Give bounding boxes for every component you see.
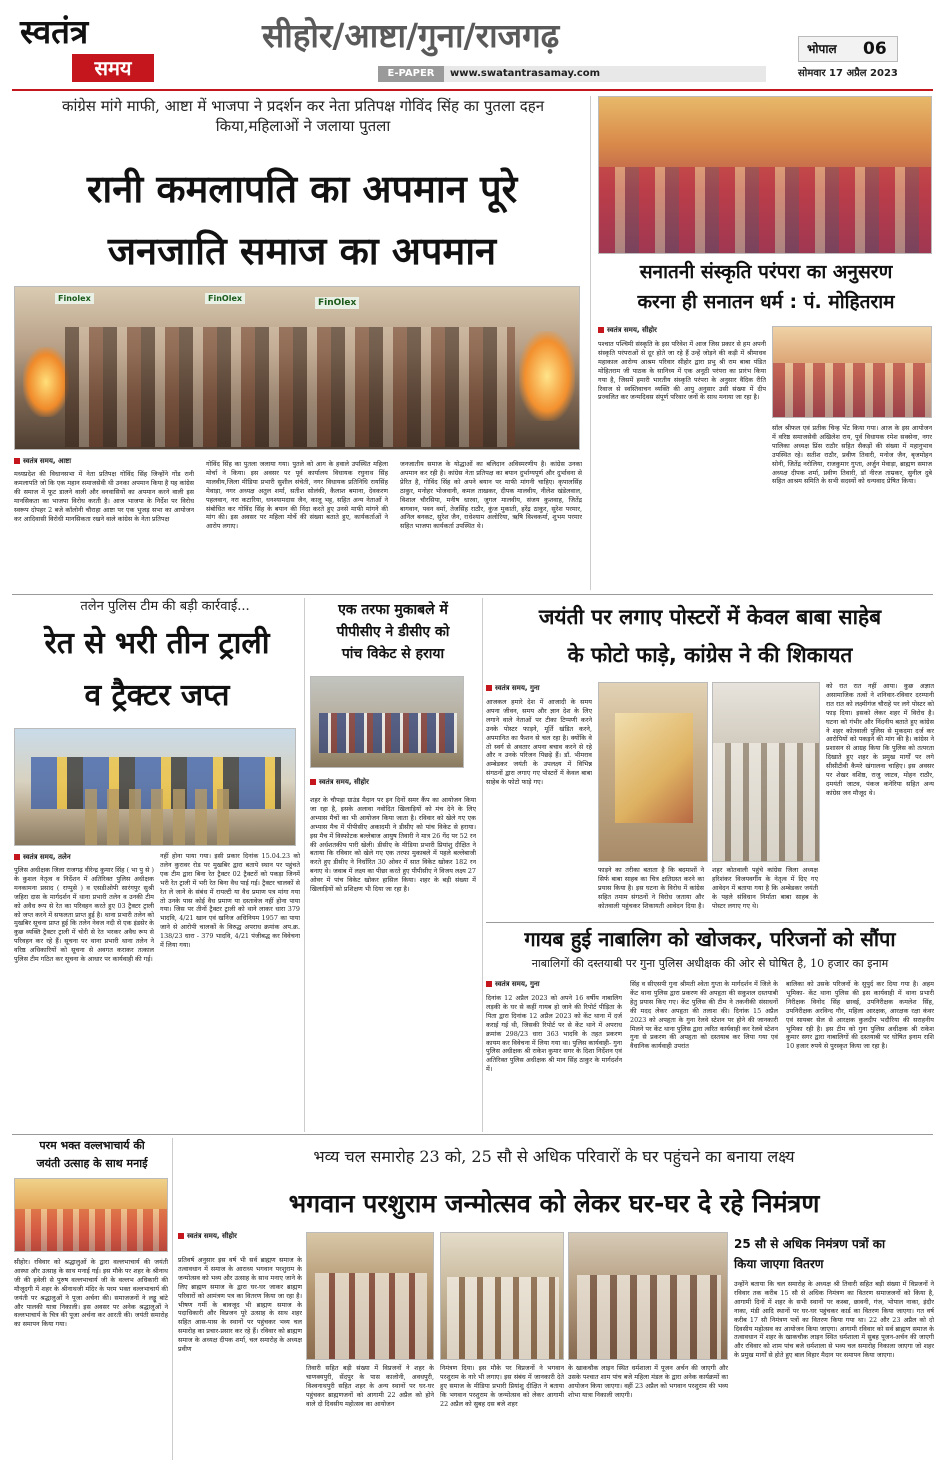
sanatan-headline-2: करना ही सनातन धर्म : पं. मोहितराम [637,291,895,313]
sand-byline-text: स्वतंत्र समय, तलेन [23,853,71,861]
photo-sign: Finolex [55,293,94,304]
sand-tractor-photo [14,728,296,846]
parshuram-col-4: के खाकचौक लाइन स्थित धर्मशाला में पूजन अर्चन की जाएगी और उसके पश्चात शाम पांच बजे महिला मंडल के द्वारा अनेक कार्यक्रमों का आयोजन किया जाएगा। वहीं 23 अप्रैल को भगवान परशुराम की भव्य शोभा यात्रा निकाली जाएगी। [568,1364,728,1399]
vallabh-photo [14,1178,168,1252]
missing-col-2: सिंह व सीएसपी गुना श्रीमती श्वेता गुप्ता के मार्गदर्शन में जिले के केंट थाना पुलिस द्वारा प्रकरण की अपहृता की सकुशल दस्तयाबी हेतु प्रयास किए गए। केंट पुलिस की टीम ने तकनीकी संसाधनों की मदद लेकर अपहृता की तलाश की। दिनांक 15 अप्रैल 2023 को अपहृता के गुना रेलवे स्टेशन पर होने की जानकारी मिलने पर केंट थाना पुलिस द्वारा त्वरित कार्यवाही कर रेलवे स्टेशन गुना से प्रकरण की अपहृता को दस्तयाब कर लिया गया एवं वैधानिक कार्यवाही उपरांत [630,980,778,1051]
edition-title: सीहोर/आष्टा/गुना/राजगढ़ [262,16,560,55]
section-divider [12,1134,933,1135]
poster-torn-photo [598,682,708,862]
column-divider [304,598,305,1132]
parshuram-col-1: प्रतिवर्ष अनुसार इस वर्ष भी सर्व ब्राह्मण समाज के तत्वावधान में समाज के आराध्य भगवान परशुराम के जन्मोत्सव को भव्य और उत्साह के साथ मनाए जाने के लिए ब्राह्मण समाज के द्वारा घर-घर जाकर ब्राह्मण परिवारों को आमंत्रण पत्र का वितरण किया जा रहा है। भीषण गर्मी के बावजूद भी ब्राह्मण समाज के पदाधिकारी और विप्रजन पूरे उत्साह के साथ शहर सहित आस-पास के स्थानों पर पहुंचकर भव्य चल समारोह का प्रचार-प्रसार कर रहे हैं। रविवार को ब्राह्मण समाज के अध्यक्ष दीपक शर्मा, चल समारोह के अध्यक्ष प्रवीण [178,1256,302,1354]
sanatan-top-photo [598,96,932,254]
cricket-headline-2: पीपीसीए ने डीसीए को [336,624,450,640]
photo-crowd [65,327,515,447]
parshuram-side-head-2: किया जाएगा वितरण [734,1257,824,1271]
logo-top-text: स्वतंत्र [20,12,89,51]
sand-byline [14,853,71,862]
parshuram-col-3: निमंत्रण दिया। इस मौके पर विप्रजनों ने भगवान परशुराम के नारे भी लगाए। इस संबंध में जानकारी देते हुए समाज के मीडिया प्रभारी प्रियांशु दीक्षित ने बताया कि भगवान परशुराम के जन्मोत्सव को लेकर आगामी 22 अप्रैल को सुबह दस बजे शहर [440,1364,564,1408]
poster-byline [486,684,540,693]
sanatan-headline-1: सनातनी संस्कृति परंपरा का अनुसरण [639,261,893,283]
photo-crowd [599,167,932,254]
missing-byline-text: स्वतंत्र समय, गुना [495,980,540,988]
photo-crowd [713,743,820,862]
photo-people [447,1277,559,1360]
section-divider [12,594,933,595]
rani-kicker: कांग्रेस मांगे माफी, आष्टा में भाजपा ने प्रदर्शन कर नेता प्रतिपक्ष गोविंद सिंह का पुतला दहन किया,महिलाओं ने जलाया पुतला [61,97,545,135]
parshuram-byline-text: स्वतंत्र समय, सीहोर [187,1232,237,1240]
parshuram-headline: भगवान परशुराम जन्मोत्सव को लेकर घर-घर दे रहे निमंत्रण [288,1189,820,1218]
section-divider [486,922,934,923]
sand-headline-1: रेत से भरी तीन ट्राली [44,626,270,661]
parshuram-byline [178,1232,237,1241]
rani-protest-photo [14,286,580,450]
cricket-byline-text: स्वतंत्र समय, सीहोर [319,778,369,786]
rani-byline [14,457,71,466]
rani-byline-text: स्वतंत्र समय, आष्टा [23,457,72,465]
parshuram-photo-1 [306,1232,434,1360]
logo-bottom-box [72,54,154,82]
photo-crowd [15,1209,168,1252]
photo-crowd [773,363,932,418]
missing-byline [486,980,540,989]
parshuram-kicker: भव्य चल समारोह 23 को, 25 सौ से अधिक परिवारों के घर पहुंचने का बनाया लक्ष्य [313,1147,795,1166]
vallabh-headline-1: परम भक्त वल्लभाचार्य की [39,1139,145,1152]
photo-fire [519,331,575,421]
rani-headline-2: जनजाति समाज का अपमान [107,229,497,273]
rani-col-3: जनजातीय समाज के योद्धाओं का बलिदान अविस्मरणीय है। कांग्रेस उनका अपमान कर रही है। कांग्रेस नेता प्रतिपक्ष का बयान दुर्भाग्यपूर्ण और दुर्भावना से प्रेरित है, गोविंद सिंह को अपने बयान पर माफी मांगनी चाहिए। कृपालसिंह ठाकुर, मनोहर भोजवानी, कमल ताखकर, दीपक मालवीय, नीलेश खंडेलवाल, विशाल चौरसिया, मनीष धारवा, जुगल मालवीय, संजय कुशवाह, जितेंद्र बागवान, पवन वर्मा, तेजसिंह राठौर, कुंज मुकाती, हरेंद्र ठाकुर, सुरेश परमार, अनिल बनकट, सुरेश जैन, राधेश्याम अलोरिया, ऋषि विश्वकर्मा, शुभम परमार सहित भाजपा कार्यकर्ता उपस्थित थे। [400,460,582,531]
page-info [798,36,898,62]
photo-sign: FinOlex [315,297,359,309]
column-divider [590,96,591,590]
logo-bottom-text: समय [94,56,132,80]
missing-col-3: बालिका को उसके परिजनों के सुपुर्द कर दिया गया है। अहम भूमिका- केंट थाना पुलिस की इस कार्यवाही में थाना प्रभारी निरीक्षक विनोद सिंह छावई, उपनिरीक्षक कमलेश सिंह, उपनिरीक्षक अरविन्द गौर, महिला आरक्षक, आरक्षक रक्षा कंवर एवं सायबर सेल से आरक्षक कुलदीप भदौरिया की सराहनीय भूमिका रही है। इस टीम को गुना पुलिस अधीक्षक श्री राकेश कुमार सगर द्वारा नाबालिगों की दस्तयाबी पर घोषित इनाम राशि 10 हजार रुपये से पुरस्कृत किया जा रहा है। [786,980,934,1051]
issue-date: सोमवार 17 अप्रैल 2023 [798,68,898,79]
logo [16,12,156,84]
cricket-headline-1: एक तरफा मुकाबले में [338,602,448,618]
parshuram-col-2: तिवारी सहित बड़ी संख्या में विप्रजनों ने शहर के चाणक्यपुरी, सेंदपुर के पास कालोनी, अवधपुरी, विश्वनाथपुरी सहित शहर के अन्य स्थानों पर घर-घर पहुंचकर ब्राह्मणजनों को आगामी 22 अप्रैल को होने वाले दो दिवसीय महोत्सव का आयोजन [306,1364,434,1408]
column-divider [482,598,483,1132]
cricket-col-1: शहर के चौपड़ा ग्राउंड मैदान पर इन दिनों समर कैंप का आयोजन किया जा रहा है, इसके अलावा नवोदित खिलाड़ियों को मंच देने के लिए अभ्यास मैचों का भी आयोजन किया जाता है। रविवार को खेले गए एक अभ्यास मैच में पीपीसीए अकादमी ने डीसीए को पांच विकेट से हराया। इस मैच में विस्फोटक बल्लेबाज आयुष तिवारी ने मात्र 26 गेंद पर 52 रन की अर्धशतकीय पारी खेली। डीसीए के मीडिया प्रभारी प्रियांशु दीक्षित ने बताया कि रविवार को खेले गए एक तरफा मुकाबले में पहले बल्लेबाजी करते हुए डीसीए ने निर्धारित 30 ओवर में सात विकेट खोकर 182 रन बनाए थे। जवाब में लक्ष्य का पीछा करते हुए पीपीसीए ने विजय लक्ष्य 27 ओवर में पांच विकेट खोकर हासिल किया। शहर के बड़ी संख्या में खिलाड़ियों को प्रशिक्षण भी दिया जा रहा है। [310,796,476,894]
website-link[interactable]: www.swatantrasamay.com [450,68,601,79]
masthead [0,0,945,90]
poster-headline-1: जयंती पर लगाए पोस्टरों में केवल बाबा साहेब [538,605,882,629]
sanatan-byline-text: स्वतंत्र समय, सीहोर [607,326,657,334]
vallabh-col-1: सीहोर। रविवार को श्रद्धालुओं के द्वारा वल्लभाचार्य की जयंती आस्था और उत्साह के साथ मनाई गई। इस मौके पर शहर के श्रीनाथ जी की हवेली से पुरुष वल्लभाचार्य जी के वल्लभ अधिकारी की मौजूदगी में शहर के श्रीनाथजी मंदिर के परम भक्त वल्लभाचार्य की जयंती पर श्रद्धालुओं ने पूजा अर्चना की। समाजजनों ने लड्डू बांटे और पालकी यात्रा निकाली। इस अवसर पर अनेक श्रद्धालुओं ने वल्लभाचार्य के चित्र की पूजा अर्चना कर आरती की। जयंती समारोह का समापन किया गया। [14,1258,168,1329]
epaper-label: E-PAPER [387,68,435,79]
poster-byline-text: स्वतंत्र समय, गुना [495,684,540,692]
column-divider [172,1138,173,1460]
sand-headline-2: व ट्रैक्टर जप्त [84,678,230,713]
vallabh-headline-2: जयंती उत्साह के साथ मनाई [36,1157,148,1170]
photo-people [315,1273,427,1360]
poster-col-2: फाड़ने का तरीका बताता है कि बदमाशों ने सिर्फ बाबा साहब का चित्र क्षतिग्रस्त करने का प्रयास किया है। इस घटना के विरोध में कांग्रेस सहित तमाम संगठनों ने विरोध जताया और कोतवाली पहुंचकर शिकायती आवेदन दिया है। शहर कोतवाली पहुंचे कांग्रेस जिला अध्यक्ष हरिशंकर विजयवर्गीय के नेतृत्व में दिए गए आवेदन में बताया गया है कि अम्बेडकर जयंती के पहले संविधान निर्माता बाबा साहब के पोस्टर लगाए गए थे। [598,866,818,910]
missing-headline: गायब हुई नाबालिग को खोजकर, परिजनों को सौंपा [524,927,896,951]
sand-col-1: पुलिस अधीक्षक जिला राजगढ़ वीरेन्द्र कुमार सिंह ( भा पु से ) के कुशल नेतृत्व व निर्देशन में अतिरिक्त पुलिस अधीक्षक मनकामना प्रसाद ( राप्पुसे ) व एसडीओपी सारंगपुर सुश्री जहिरा दास के मार्गदर्शन में थाना प्रभारी तलेन व उनकी टीम को अवैध रूप से रेत का परिवहन करते हुए 03 ट्रैक्टर ट्राली को जप्त करने में सफलता प्राप्त हुई है। थाना प्रभारी तलेन को मुखबिर सूचना प्राप्त हुई कि तलेन नेवज नदी से एक इंडसेर के कुछ व्यक्ति ट्रैक्टर ट्राली में चोरी से रेत भरकर अवैध रूप से परिवहन कर रहे हैं। सूचना पर थाना प्रभारी थाना तलेन ने वरिष्ठ अधिकारियों को सूचना से अवगत कराकर तत्काल पुलिस टीम गठित कर सूचना के आधार पर कार्यवाही की गई। [14,866,154,964]
poster-col-3: को रात रात नहीं आया। कुछ अज्ञात असामाजिक तत्वों ने शनिवार-रविवार दरम्यानी रात रात को लक्ष्मीगंज चौराहे पर लगे पोस्टर को फाड़ दिया। इसको लेकर शहर में विरोध है। घटना को गंभीर और निंदनीय बताते हुए कांग्रेस ने शहर कोतवाली पुलिस से मुकदमा दर्ज कर आरोपियों को पकड़ने की मांग की है। कांग्रेस ने प्रशासन से आग्रह किया कि पुलिस को तत्परता दिखाते हुए शहर के प्रमुख मार्गों पर लगे सीसीटीवी कैमरे खंगालना चाहिए। इस अवसर पर शेखर वशिष्ठ, राजु जाटव, मोहन राठौर, दमयंती जाटव, पंकज कनेरिया सहित अन्य कांग्रेस जन मौजूद थे। [826,682,934,797]
epaper-bar [378,66,766,82]
sanatan-col-3: सॉल श्रीफल एवं प्रतीक चिन्ह भेंट किया गया। आज के इस आयोजन में वरिष्ठ समाजसेवी अखिलेश राय, पूर्व विधायक रमेश सक्सेना, नगर पालिका अध्यक्ष प्रिंस राठौर सहित सैकड़ों की संख्या में महानुभाव उपस्थित रहे। सतीश राठौर, प्रवीण तिवारी, मनोज जैन, बृजमोहन सोनी, जितेंद्र नरोलिया, राजकुमार गुप्ता, अर्जुन मेवाड़ा, ब्राह्मण समाज अध्यक्ष दीपक शर्मा, प्रवीण तिवारी, डॉ नीरज ताम्रकर, सुनील दुबे सहित आश्रम समिति के सभी सदस्यों को धन्यवाद प्रेषित किया। [772,424,932,486]
parshuram-photo-3 [568,1232,728,1360]
missing-subhead: नाबालिगों की दस्तयाबी पर गुना पुलिस अधीक्षक की ओर से घोषित है, 10 हजार का इनाम [531,957,889,970]
rani-col-1: मध्यप्रदेश की विधानसभा में नेता प्रतिपक्ष गोविंद सिंह जिन्होंने गोंड रानी कमलापति जो कि एक महान समाजसेवी थी उनका अपमान किया है यह कांग्रेस की समाज में फूट डालने वाली और वनवासियों का अपमान करने वाली इस मानसिकता का भाजपा विरोध करती है। आज भाजपा के निर्देश पर विरोध स्वरूप दोपहर 2 बजे कॉलोनी चौराहा आष्टा पर एक भुजड़ सभा का आयोजन कर आदिवासी विरोधी मानसिकता रखने वाले कांग्रेस के नेता प्रतिपक्ष [14,470,194,523]
rani-col-2: गोविंद सिंह का पुतला जलाया गया। पुतले को आग के हवाले उपस्थित महिला मोर्चा ने किया। इस अवसर पर पूर्व कार्यालय विधायक रघुनाथ सिंह मालवीय,जिला मीडिया प्रभारी सुशील संचेती, नगर विधायक प्रतिनिधि रायसिंह मेवाड़ा, नगर अध्यक्ष अतुल शर्मा, सतीश सोलंकी, कैलाश बमाना, देवकरण पहलवान, नरा कटारिया, धनश्यामदास जैन, कालू भट्ट, सहित अन्य नेताओं ने संबोधित कर गोविंद सिंह के बयान की निंदा करते हुए उनसे माफी मांगने की मांग की। इस अवसर पर महिला मोर्चे की संख्या बताते हुए, कार्यकर्ताओं ने आरोप लगाए। [206,460,388,531]
sand-kicker: तलेन पुलिस टीम की बड़ी कार्रवाई... [80,599,250,614]
parshuram-col-5: उन्होंने बताया कि चल समारोह के अध्यक्ष श्री तिवारी सहित बड़ी संख्या में विप्रजनों ने रविवार तक करीब 15 सौ से अधिक निमंत्रण का वितरण समाजजनों को किया है, आगामी दिनों में शहर के सभी स्थानों पर कस्बा, छावनी, गंज, भोपाल नाका, इंदौर नाका, मंडी आदि स्थानों पर घर-घर पहुंचकर कार्ड का वितरण किया जाएगा। गत वर्ष करीब 17 सौ निमंत्रण पत्रों का वितरण किया गया था। 22 और 23 अप्रैल को दो दिवसीय महोत्सव का आयोजन किया जाएगा। आगामी रविवार को सर्व ब्राह्मण समाज के तत्वावधान में शहर के खाकचौक लाइन स्थित धर्मशाला में सुबह पूजन-अर्चन की जाएगी और रविवार को शाम पांच बजे धर्मशाला से भव्य चल समारोह निकाला जाएगा जो शहर के प्रमुख मार्गों से होते हुए बाल विहार मैदान पर समापन किया जाएगा। [734,1280,934,1360]
sanatan-byline [598,326,657,335]
page-number: 06 [863,39,887,59]
sanatan-side-photo [772,326,932,418]
photo-sign: FinOlex [205,293,245,304]
city-label: भोपाल [807,42,837,56]
cricket-headline-3: पांच विकेट से हराया [341,646,445,662]
photo-officers [85,789,235,845]
epaper-label-box [378,66,444,82]
poster-headline-2: के फोटो फाड़े, कांग्रेस ने की शिकायत [567,643,853,667]
parshuram-photo-2 [440,1232,564,1360]
missing-col-1: दिनांक 12 अप्रैल 2023 को अपने 16 वर्षीय नाबालिग लड़की के घर से कहीं गायब हो जाने की रिपोर्ट पीड़िता के पिता द्वारा दिनांक 12 अप्रैल 2023 को केंट थाना में दर्ज कराई गई थी, जिसकी रिपोर्ट पर से केंट थाने में अपराध क्रमांक 298/23 धारा 363 भादवि के तहत प्रकरण कायम कर विवेचना में लिया गया था। पुलिस कार्यवाही- गुना पुलिस अधीक्षक श्री राकेश कुमार सगर के दिशा निर्देशन एवं अतिरिक्त पुलिस अधीक्षक श्री मान सिंह ठाकुर के मार्गदर्शन में। [486,994,622,1074]
cricket-byline [310,778,369,787]
photo-people [577,1275,721,1360]
rani-headline-1: रानी कमलापति का अपमान पूरे [86,167,518,211]
masthead-divider [12,89,933,91]
poster-col-1: आजकल हमारे देश में आजादी के समय अपना जीवन, समय और ज्ञान देश के लिए लगाने वाले नेताओं पर टीका टिप्पणी करने उनके पोस्टर फाड़ने, मूर्ति खंडित करने, अपमानित का फैशन से चल रहा है। क्योंकि वे तो स्वर्ग से अवतार अपना बचाव करने से रहे और न उनके परिजन पिछड़े हैं। डॉ. भीमराव अम्बेडकर जयंती के उपलक्ष्य में विभिन्न संगठनों द्वारा लगाए गए पोस्टरों में केवल बाबा साहेब के फोटो फाड़े गए। [486,698,592,787]
cricket-team-photo [310,676,464,768]
photo-team [319,713,457,753]
parshuram-side-head-1: 25 सौ से अधिक निमंत्रण पत्रों का [734,1237,886,1251]
sand-col-2: नहीं होना पाया गया। इसी प्रकार दिनांक 15.04.23 को तलेन कुरावर रोड पर मुखबिर द्वारा बताये स्थान पर पहुंचते एक टीम द्वारा बिना रेत ट्रैक्टर 02 ट्रैक्टरों को पकड़ा जिनमें भरी रेत ट्राली में भरी रेत बिना वैध पाई गई। ट्रैक्टर चालकों से रेत ले जाने के संबंध में रायल्टी या वैध प्रमाण पत्र मांगा गया तो उनके पास कोई वैध प्रमाण या दस्तावेज नहीं होना पाया गया। जिस पर तीनों ट्रैक्टर ट्राली को थाने लाकर धारा 379 भादवि, 4/21 खान एवं खनिज अधिनियम 1957 का पाया जाने से आरोपी चालकों के विरुद्ध अपराध क्रमांक अप.क्र. 138/23 धारा - 379 भादवि, 4/21 पंजीबद्ध कर विवेचना में लिया गया। [160,852,300,950]
poster-congress-photo [712,682,820,862]
photo-fire [23,347,69,417]
sanatan-col-1: पश्चात पश्चिमी संस्कृति के इस परिवेश में आज जिस प्रकार से हम अपनी संस्कृति परंपराओं से दूर होते जा रहे हैं उन्हें जोड़ने की कड़ी में श्रीमाधव महाकाल आरोग्य आश्रम परिवार सीहोर द्वारा प्रभु श्री राम बाबा पंडित मोहितराम जी पाठक के सानिध्य में एक अनूठी परंपरा का प्रारंभ किया गया है, जिसमें हमारी भारतीय संस्कृति परंपरा के अनुसार वैदिक रीति रिवाज से स्वस्तिवाचन व्यक्ति की आयु अनुसार उसी संख्या में दीप प्रज्वलित कर जन्मदिवस संपूर्ण परिवार जनों के साथ मनाया जा रहा है। [598,340,766,402]
photo-poster [615,713,693,823]
